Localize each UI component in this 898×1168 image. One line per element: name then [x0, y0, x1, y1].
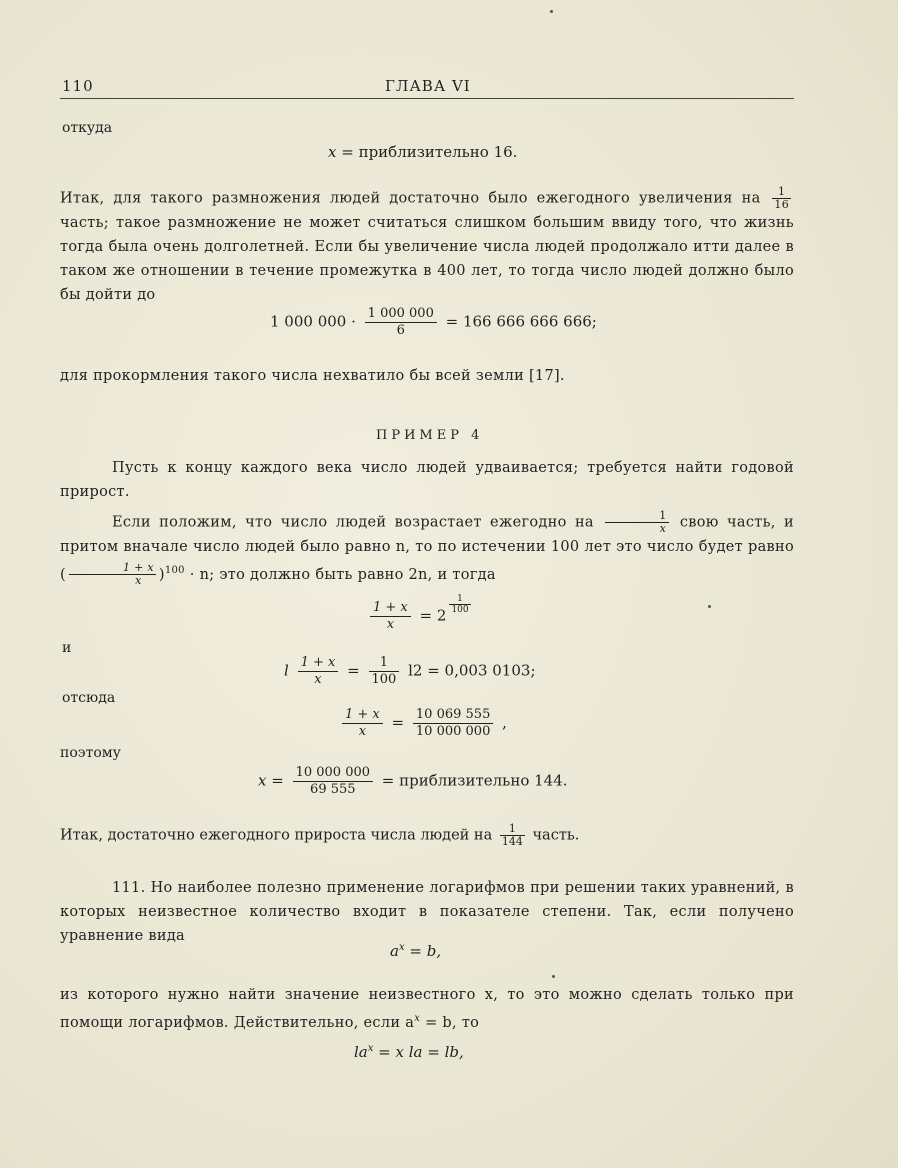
eq8-la: la: [354, 1043, 368, 1061]
eq4-den: x: [314, 672, 322, 687]
p4-d: · n; это должно быть равно 2n, и тогда: [189, 566, 496, 583]
p1-text: Итак, для такого размножения людей достаточно было ежегодного увеличения на: [60, 190, 761, 207]
eq6-fraction: [293, 765, 373, 798]
eq4-fnum: 1: [369, 655, 400, 672]
eq3-exp-den: 100: [451, 605, 469, 615]
paragraph-3: Пусть к концу каждого века число людей удваивается; требуется найти годовой прирост.: [60, 460, 794, 500]
p7-text: из которого нужно найти значение неизвестного x, то это можно сделать только при помощи логарифмов. Действительно, если a: [60, 987, 794, 1031]
word-otsyuda: отсюда: [62, 690, 116, 706]
equation-6: [258, 765, 568, 798]
eq5-end: ,: [502, 713, 507, 732]
eq3-rhs: = 2: [419, 606, 447, 625]
eq5-fraction-2: [413, 707, 493, 740]
p5-b: часть.: [532, 827, 580, 844]
equation-7: [390, 942, 441, 960]
eq5-fden: 10 000 000: [415, 724, 491, 739]
word-i: и: [62, 640, 72, 656]
equation-4: [284, 655, 536, 688]
print-speck: [552, 975, 555, 978]
eq2-den: 6: [396, 323, 405, 338]
p5-den: 144: [501, 835, 523, 848]
eq3-num: 1 + x: [370, 600, 411, 617]
eq7-a: a: [390, 942, 399, 960]
eq4-l: l: [284, 661, 289, 680]
header-rule: [60, 98, 794, 99]
example-title: ПРИМЕР 4: [376, 428, 484, 443]
eq2-fraction: [365, 306, 437, 339]
page-number: 110: [62, 77, 94, 95]
eq8-rhs: = x la = lb,: [378, 1043, 464, 1061]
eq5-den: x: [358, 724, 367, 739]
eq3-fraction: [370, 600, 411, 633]
equation-2: [270, 306, 597, 339]
print-speck: [550, 10, 553, 13]
eq8-exp: x: [367, 1043, 374, 1054]
p5-fraction: [500, 823, 525, 848]
equation-3: [366, 594, 474, 633]
eq4-fraction: [298, 655, 339, 688]
paragraph-5: [60, 823, 579, 848]
eq3-den: x: [386, 617, 395, 632]
paragraph-4: [60, 510, 794, 587]
paragraph-7: [60, 983, 794, 1035]
word-poetomu: поэтому: [60, 745, 121, 761]
eq6-num: 10 000 000: [293, 765, 373, 782]
p4-paren-den: x: [135, 574, 142, 588]
eq3-exp-num: 1: [449, 594, 470, 605]
eq2-a: 1 000 000 ·: [270, 312, 356, 331]
p7-end: = b, то: [425, 1014, 480, 1031]
eq5-mid: =: [391, 713, 405, 732]
p4-a: Если положим, что число людей возрастает ежегодно на: [112, 514, 594, 531]
eq6-rhs: = приблизительно 144.: [381, 771, 568, 790]
eq4-mid: =: [347, 661, 360, 680]
p5-a: Итак, достаточно ежегодного прироста числа людей на: [60, 827, 493, 844]
p1-num: 1: [772, 186, 791, 199]
chapter-title: ГЛАВА VI: [385, 77, 471, 95]
p4-b: свою часть, и притом вначале число людей было равно n, то по истечении 100 лет это число будет: [60, 514, 794, 555]
p4-c: равно: [748, 539, 794, 555]
paragraph-6: 111. Но наиболее полезно применение логарифмов при решении таких уравнений, в которых неизвестное количество входит в показателе степени. Так, если получено уравнение вида: [60, 880, 794, 944]
paragraph-1: [60, 186, 794, 307]
p1-den: 16: [774, 198, 789, 211]
p4-paren: ( $\frac{1 + x}{x}$ )$^{100}$: [60, 561, 185, 588]
eq5-fnum: 10 069 555: [413, 707, 493, 724]
eq2-num: 1 000 000: [365, 306, 437, 323]
p4-den: x: [659, 522, 667, 535]
p4-num: 1: [605, 510, 668, 523]
eq4-fraction-2: [369, 655, 400, 688]
p4-fraction: [605, 510, 668, 535]
p1-end: часть;: [60, 215, 109, 231]
p1-rest: такое размножение не может считаться слишком большим ввиду того, что жизнь тогда была очень долголетней. Если бы увеличение числа людей продолжало итти далее в таком же отношении в течение промежутка в 400 лет, то тогда число людей должно было бы дойти до: [60, 215, 794, 303]
p4-paren-num: 1 + x: [69, 562, 156, 575]
eq5-num: 1 + x: [342, 707, 383, 724]
eq4-rhs: l2 = 0,003 0103;: [408, 661, 536, 680]
equation-8: [354, 1043, 464, 1061]
word-otkuda: откуда: [62, 120, 113, 136]
p4-exp: 100: [164, 565, 185, 576]
eq7-exp: x: [398, 942, 405, 953]
eq5-fraction: [342, 707, 383, 740]
equation-1: [328, 143, 517, 161]
eq6-den: 69 555: [310, 782, 356, 797]
p1-fraction: [772, 186, 791, 211]
eq4-fden: 100: [371, 672, 397, 687]
equation-5: [338, 707, 507, 740]
eq2-rhs: = 166 666 666 666;: [445, 312, 597, 331]
eq1-lhs: x: [328, 143, 337, 161]
p7-exp: x: [414, 1013, 421, 1024]
eq4-num: 1 + x: [298, 655, 339, 672]
eq3-exponent: [449, 594, 470, 615]
paragraph-2: для прокормления такого числа нехватило бы всей земли [17].: [60, 368, 565, 384]
p5-num: 1: [500, 823, 525, 836]
eq1-rhs: = приблизительно 16.: [341, 143, 518, 161]
eq7-rhs: = b,: [409, 942, 442, 960]
eq6-lhs: x =: [258, 771, 284, 790]
print-speck: [708, 605, 711, 608]
